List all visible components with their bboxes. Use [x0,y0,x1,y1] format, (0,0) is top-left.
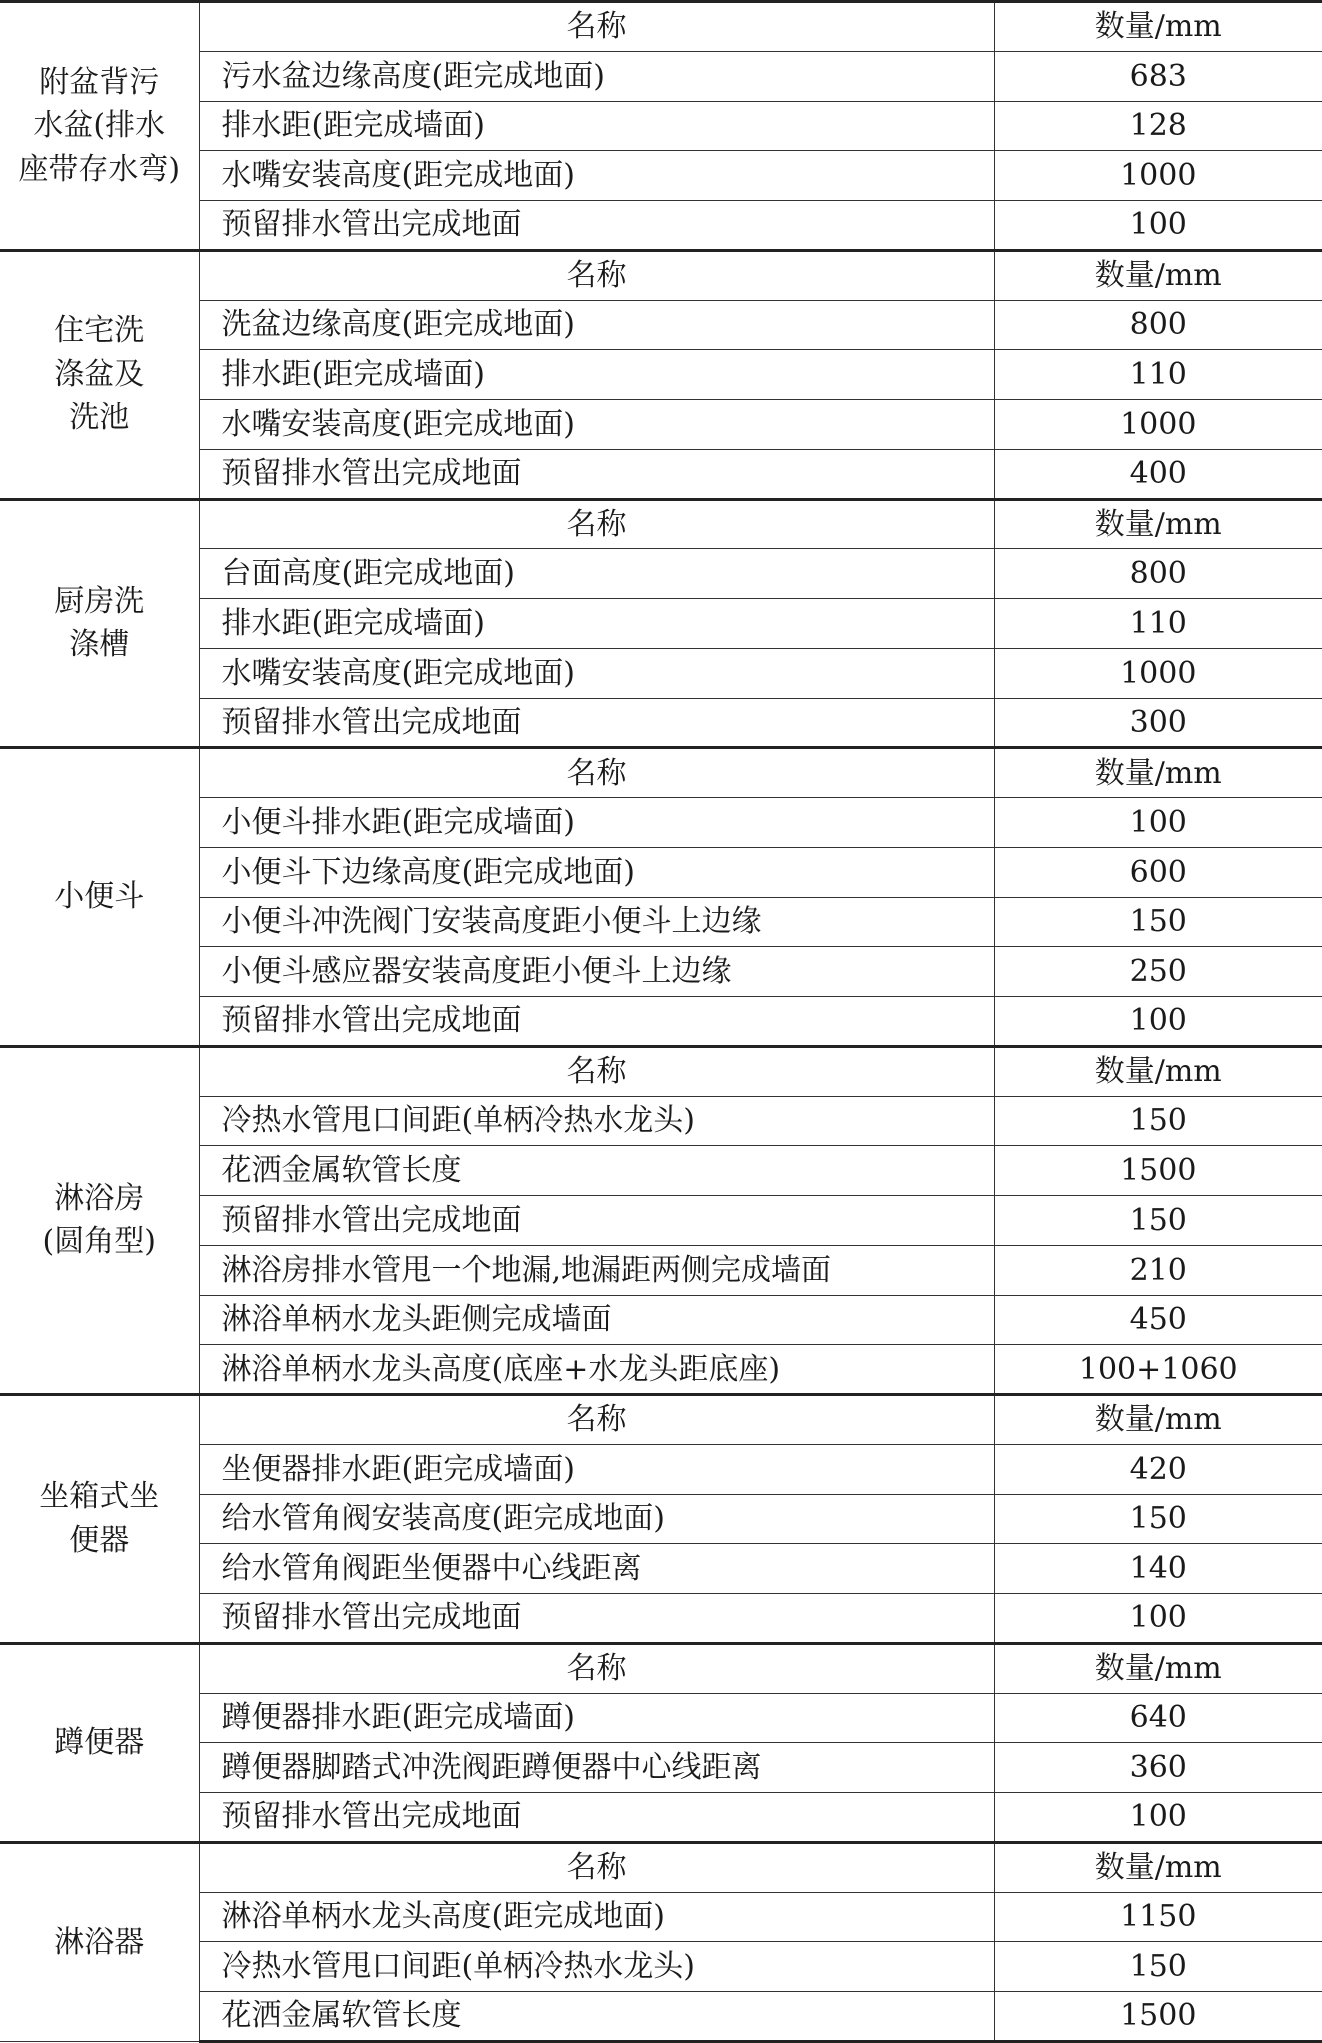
item-name-cell: 淋浴单柄水龙头距侧完成墙面 [199,1295,994,1345]
fixture-group-name: 住宅洗 涤盆及 洗池 [0,250,199,499]
group-header-row [0,1046,1322,1096]
table-row [0,599,1322,649]
item-name-cell: 预留排水管出完成地面 [199,1594,994,1644]
item-quantity-cell: 150 [994,1942,1322,1992]
fixture-group-name: 淋浴房 (圆角型) [0,1046,199,1394]
item-name-cell: 污水盆边缘高度(距完成地面) [199,51,994,101]
column-header-quantity: 数量/mm [994,1046,1322,1096]
item-quantity-cell: 1000 [994,400,1322,450]
column-header-quantity: 数量/mm [994,1395,1322,1445]
table-row [0,400,1322,450]
item-name-cell: 蹲便器脚踏式冲洗阀距蹲便器中心线距离 [199,1743,994,1793]
item-name-cell: 小便斗冲洗阀门安装高度距小便斗上边缘 [199,897,994,947]
group-header-row [0,1643,1322,1693]
item-quantity-cell: 100+1060 [994,1345,1322,1395]
item-name-cell: 预留排水管出完成地面 [199,201,994,251]
table-row [0,897,1322,947]
item-name-cell: 淋浴单柄水龙头高度(底座+水龙头距底座) [199,1345,994,1395]
item-name-cell: 给水管角阀安装高度(距完成地面) [199,1494,994,1544]
column-header-quantity: 数量/mm [994,748,1322,798]
item-name-cell: 淋浴单柄水龙头高度(距完成地面) [199,1892,994,1942]
table-row [0,449,1322,499]
item-quantity-cell: 400 [994,449,1322,499]
group-header-row [0,748,1322,798]
item-quantity-cell: 1500 [994,1146,1322,1196]
table-row [0,1743,1322,1793]
item-name-cell: 预留排水管出完成地面 [199,698,994,748]
item-quantity-cell: 140 [994,1544,1322,1594]
column-header-name: 名称 [199,1046,994,1096]
item-name-cell: 预留排水管出完成地面 [199,1196,994,1246]
item-quantity-cell: 1000 [994,648,1322,698]
item-quantity-cell: 683 [994,51,1322,101]
item-quantity-cell: 210 [994,1245,1322,1295]
table-row [0,350,1322,400]
column-header-quantity: 数量/mm [994,1643,1322,1693]
item-name-cell: 水嘴安装高度(距完成地面) [199,400,994,450]
column-header-name: 名称 [199,748,994,798]
table-row [0,1892,1322,1942]
table-row [0,1096,1322,1146]
item-quantity-cell: 110 [994,350,1322,400]
column-header-name: 名称 [199,1395,994,1445]
item-quantity-cell: 300 [994,698,1322,748]
item-quantity-cell: 100 [994,201,1322,251]
item-quantity-cell: 128 [994,101,1322,151]
column-header-name: 名称 [199,2,994,52]
fixture-group-name: 小便斗 [0,748,199,1047]
item-name-cell: 冷热水管甩口间距(单柄冷热水龙头) [199,1096,994,1146]
table-row [0,101,1322,151]
column-header-quantity: 数量/mm [994,250,1322,300]
fixture-group-name: 厨房洗 涤槽 [0,499,199,748]
table-row [0,1494,1322,1544]
table-row [0,1146,1322,1196]
item-quantity-cell: 1000 [994,151,1322,201]
group-header-row [0,2,1322,52]
item-name-cell: 预留排水管出完成地面 [199,997,994,1047]
item-quantity-cell: 100 [994,1594,1322,1644]
table-row [0,1942,1322,1992]
table-row [0,798,1322,848]
table-body [0,2,1322,2042]
item-name-cell: 预留排水管出完成地面 [199,449,994,499]
item-quantity-cell: 640 [994,1693,1322,1743]
item-quantity-cell: 360 [994,1743,1322,1793]
table-row [0,1444,1322,1494]
item-name-cell: 排水距(距完成墙面) [199,350,994,400]
column-header-quantity: 数量/mm [994,1842,1322,1892]
table-row [0,1196,1322,1246]
item-name-cell: 冷热水管甩口间距(单柄冷热水龙头) [199,1942,994,1992]
column-header-name: 名称 [199,1643,994,1693]
item-name-cell: 蹲便器排水距(距完成墙面) [199,1693,994,1743]
item-name-cell: 洗盆边缘高度(距完成地面) [199,300,994,350]
item-name-cell: 台面高度(距完成地面) [199,549,994,599]
item-name-cell: 排水距(距完成墙面) [199,101,994,151]
table-row [0,1245,1322,1295]
item-quantity-cell: 100 [994,798,1322,848]
item-quantity-cell: 150 [994,897,1322,947]
item-name-cell: 水嘴安装高度(距完成地面) [199,151,994,201]
item-quantity-cell: 1500 [994,1992,1322,2042]
fixture-group-name: 淋浴器 [0,1842,199,2041]
table-row [0,549,1322,599]
item-quantity-cell: 800 [994,300,1322,350]
column-header-name: 名称 [199,1842,994,1892]
column-header-quantity: 数量/mm [994,2,1322,52]
item-name-cell: 花洒金属软管长度 [199,1146,994,1196]
item-quantity-cell: 800 [994,549,1322,599]
item-name-cell: 预留排水管出完成地面 [199,1793,994,1843]
table-row [0,847,1322,897]
fixture-group-name: 蹲便器 [0,1643,199,1842]
item-quantity-cell: 450 [994,1295,1322,1345]
table-row [0,151,1322,201]
item-quantity-cell: 150 [994,1196,1322,1246]
item-quantity-cell: 600 [994,847,1322,897]
column-header-name: 名称 [199,499,994,549]
item-quantity-cell: 100 [994,1793,1322,1843]
item-name-cell: 坐便器排水距(距完成墙面) [199,1444,994,1494]
table-row [0,648,1322,698]
table-row [0,1693,1322,1743]
table-row [0,1544,1322,1594]
item-quantity-cell: 100 [994,997,1322,1047]
item-quantity-cell: 1150 [994,1892,1322,1942]
item-quantity-cell: 110 [994,599,1322,649]
item-name-cell: 小便斗感应器安装高度距小便斗上边缘 [199,947,994,997]
table-row [0,300,1322,350]
group-header-row [0,1842,1322,1892]
group-header-row [0,1395,1322,1445]
item-quantity-cell: 250 [994,947,1322,997]
item-name-cell: 淋浴房排水管甩一个地漏,地漏距两侧完成墙面 [199,1245,994,1295]
item-quantity-cell: 150 [994,1096,1322,1146]
table-row [0,1345,1322,1395]
table-row [0,1295,1322,1345]
item-name-cell: 小便斗排水距(距完成墙面) [199,798,994,848]
item-name-cell: 给水管角阀距坐便器中心线距离 [199,1544,994,1594]
table-row [0,51,1322,101]
table-row [0,201,1322,251]
fixture-group-name: 附盆背污 水盆(排水 座带存水弯) [0,2,199,251]
item-name-cell: 花洒金属软管长度 [199,1992,994,2042]
item-name-cell: 小便斗下边缘高度(距完成地面) [199,847,994,897]
group-header-row [0,250,1322,300]
column-header-quantity: 数量/mm [994,499,1322,549]
table-row [0,1594,1322,1644]
item-quantity-cell: 420 [994,1444,1322,1494]
item-quantity-cell: 150 [994,1494,1322,1544]
item-name-cell: 排水距(距完成墙面) [199,599,994,649]
column-header-name: 名称 [199,250,994,300]
group-header-row [0,499,1322,549]
table-row [0,997,1322,1047]
table-row [0,698,1322,748]
table-row [0,1992,1322,2042]
table-row [0,947,1322,997]
item-name-cell: 水嘴安装高度(距完成地面) [199,648,994,698]
fixture-group-name: 坐箱式坐 便器 [0,1395,199,1644]
table-row [0,1793,1322,1843]
